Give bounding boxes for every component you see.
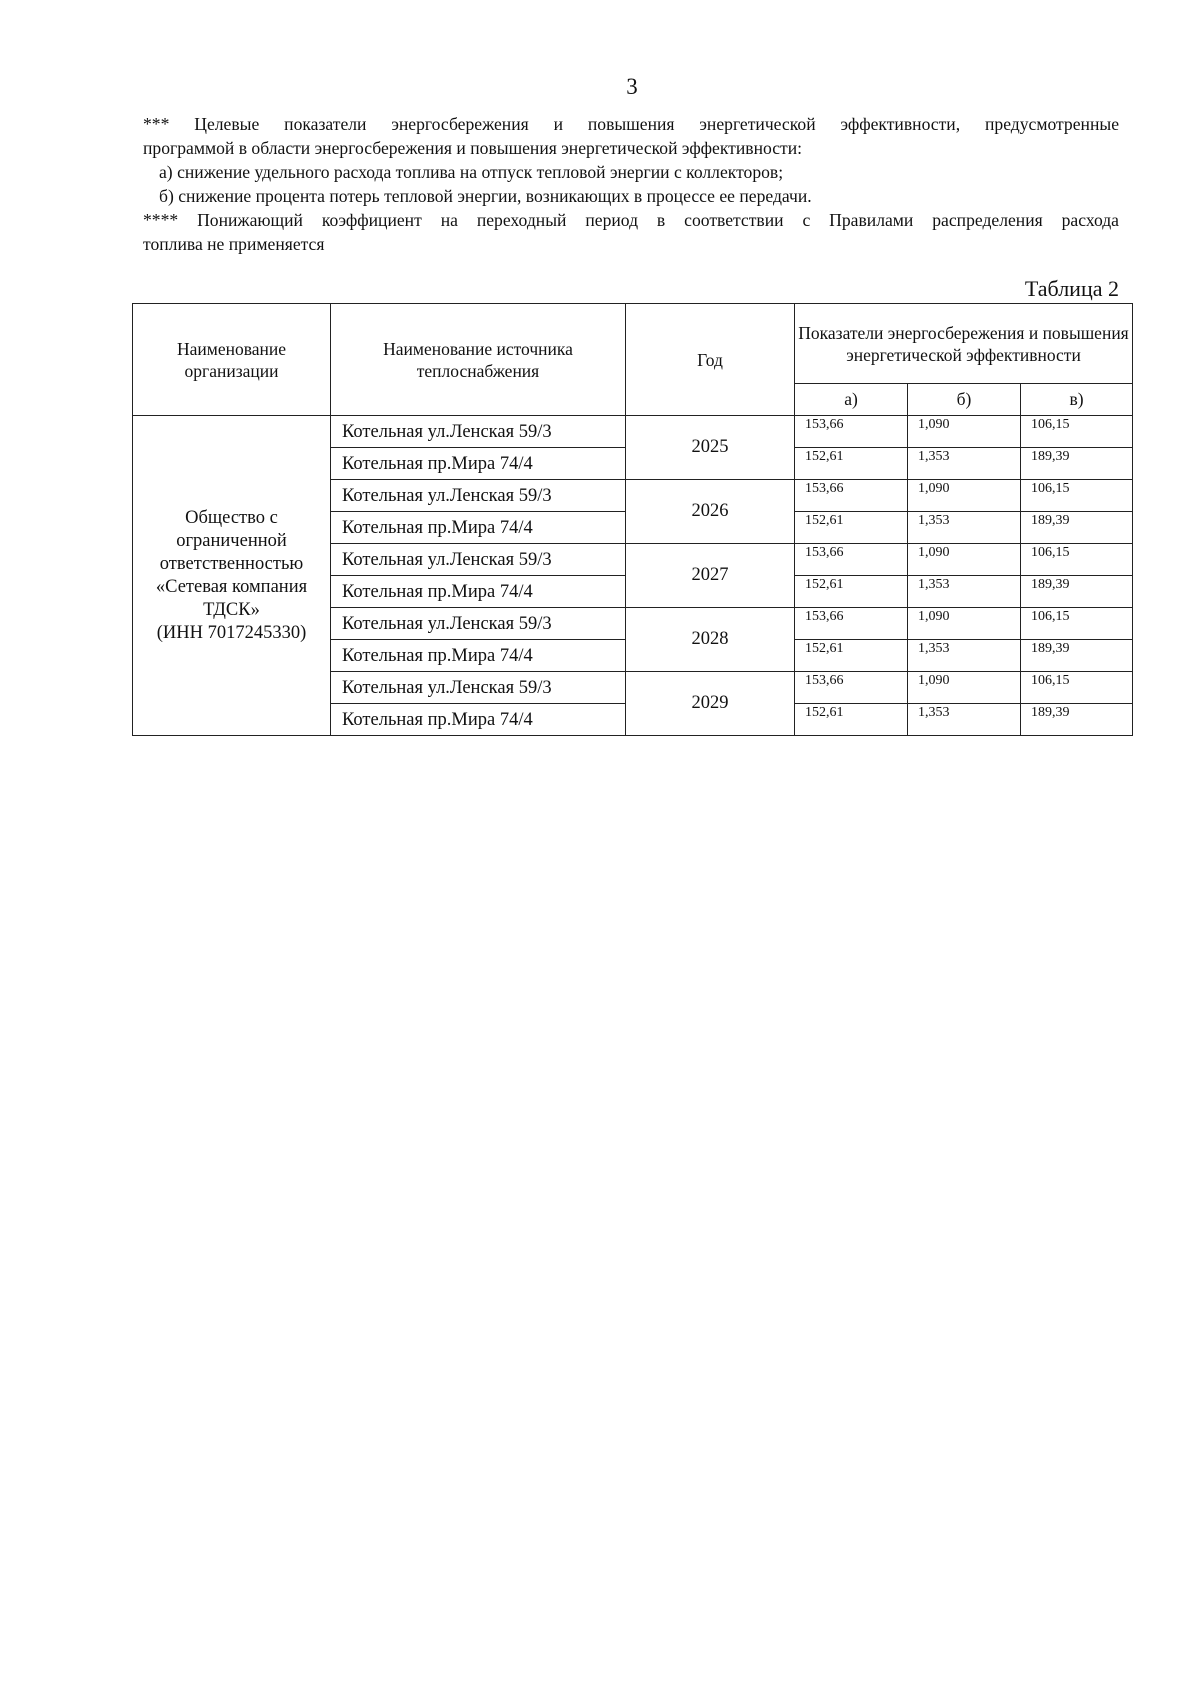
indicators-table: [132, 303, 1133, 736]
value-b: 1,090: [908, 672, 1021, 704]
value-c: 189,39: [1021, 448, 1133, 480]
value-b: 1,090: [908, 416, 1021, 448]
value-b: 1,353: [908, 640, 1021, 672]
value-a: 153,66: [795, 480, 908, 512]
source-cell: Котельная ул.Ленская 59/3: [331, 416, 626, 448]
header-indicator-b: б): [908, 384, 1021, 416]
year-cell: 2029: [626, 672, 795, 736]
value-a: 152,61: [795, 576, 908, 608]
year-cell: 2027: [626, 544, 795, 608]
header-indicator-a: а): [795, 384, 908, 416]
table-row: [133, 416, 1133, 448]
value-a: 153,66: [795, 544, 908, 576]
value-c: 106,15: [1021, 416, 1133, 448]
organization-line: Общество с: [185, 507, 278, 528]
organization-line: «Сетевая компания: [155, 576, 308, 597]
value-a: 152,61: [795, 640, 908, 672]
organization-line: ТДСК»: [203, 599, 260, 620]
value-a: 152,61: [795, 448, 908, 480]
footnote-item-a: а) снижение удельного расхода топлива на отпуск тепловой энергии с коллекторов;: [159, 162, 784, 182]
value-c: 189,39: [1021, 512, 1133, 544]
value-b: 1,090: [908, 544, 1021, 576]
value-b: 1,090: [908, 608, 1021, 640]
value-c: 106,15: [1021, 672, 1133, 704]
value-a: 153,66: [795, 672, 908, 704]
organization-cell: [133, 416, 331, 736]
footnote-3-line-2: программой в области энергосбережения и повышения энергетической эффективности:: [143, 138, 803, 158]
value-b: 1,353: [908, 704, 1021, 736]
source-cell: Котельная ул.Ленская 59/3: [331, 480, 626, 512]
value-a: 152,61: [795, 704, 908, 736]
source-cell: Котельная ул.Ленская 59/3: [331, 608, 626, 640]
value-b: 1,353: [908, 448, 1021, 480]
value-c: 189,39: [1021, 640, 1133, 672]
footnote-4-line-2: топлива не применяется: [143, 234, 325, 254]
organization-line: ответственностью: [159, 553, 304, 574]
value-a: 153,66: [795, 608, 908, 640]
header-indicator-c: в): [1021, 384, 1133, 416]
year-cell: 2028: [626, 608, 795, 672]
value-b: 1,090: [908, 480, 1021, 512]
value-c: 189,39: [1021, 704, 1133, 736]
page-number: 3: [626, 74, 638, 99]
source-cell: Котельная пр.Мира 74/4: [331, 704, 626, 736]
source-cell: Котельная пр.Мира 74/4: [331, 576, 626, 608]
value-b: 1,353: [908, 576, 1021, 608]
footnote-4-line-1: **** Понижающий коэффициент на переходный период в соответствии с Правилами распределения расхода: [143, 210, 1119, 230]
source-cell: Котельная пр.Мира 74/4: [331, 640, 626, 672]
value-b: 1,353: [908, 512, 1021, 544]
footnote-item-b: б) снижение процента потерь тепловой энергии, возникающих в процессе ее передачи.: [159, 186, 812, 206]
source-cell: Котельная ул.Ленская 59/3: [331, 672, 626, 704]
table-title: Таблица 2: [1024, 276, 1119, 301]
header-source: Наименование источника теплоснабжения: [331, 304, 626, 416]
header-indicators: Показатели энергосбережения и повышения энергетической эффективности: [795, 304, 1133, 384]
footnote-3-line-1: *** Целевые показатели энергосбережения и повышения энергетической эффективности, предусмотренные: [143, 114, 1119, 134]
value-c: 106,15: [1021, 608, 1133, 640]
footnotes: [143, 112, 1119, 256]
source-cell: Котельная пр.Мира 74/4: [331, 512, 626, 544]
header-year: Год: [626, 304, 795, 416]
organization-line: (ИНН 7017245330): [156, 622, 307, 643]
source-cell: Котельная пр.Мира 74/4: [331, 448, 626, 480]
value-a: 152,61: [795, 512, 908, 544]
year-cell: 2025: [626, 416, 795, 480]
value-c: 189,39: [1021, 576, 1133, 608]
value-a: 153,66: [795, 416, 908, 448]
value-c: 106,15: [1021, 480, 1133, 512]
organization-line: ограниченной: [176, 530, 287, 551]
source-cell: Котельная ул.Ленская 59/3: [331, 544, 626, 576]
header-organization: Наименование организации: [133, 304, 331, 416]
value-c: 106,15: [1021, 544, 1133, 576]
year-cell: 2026: [626, 480, 795, 544]
